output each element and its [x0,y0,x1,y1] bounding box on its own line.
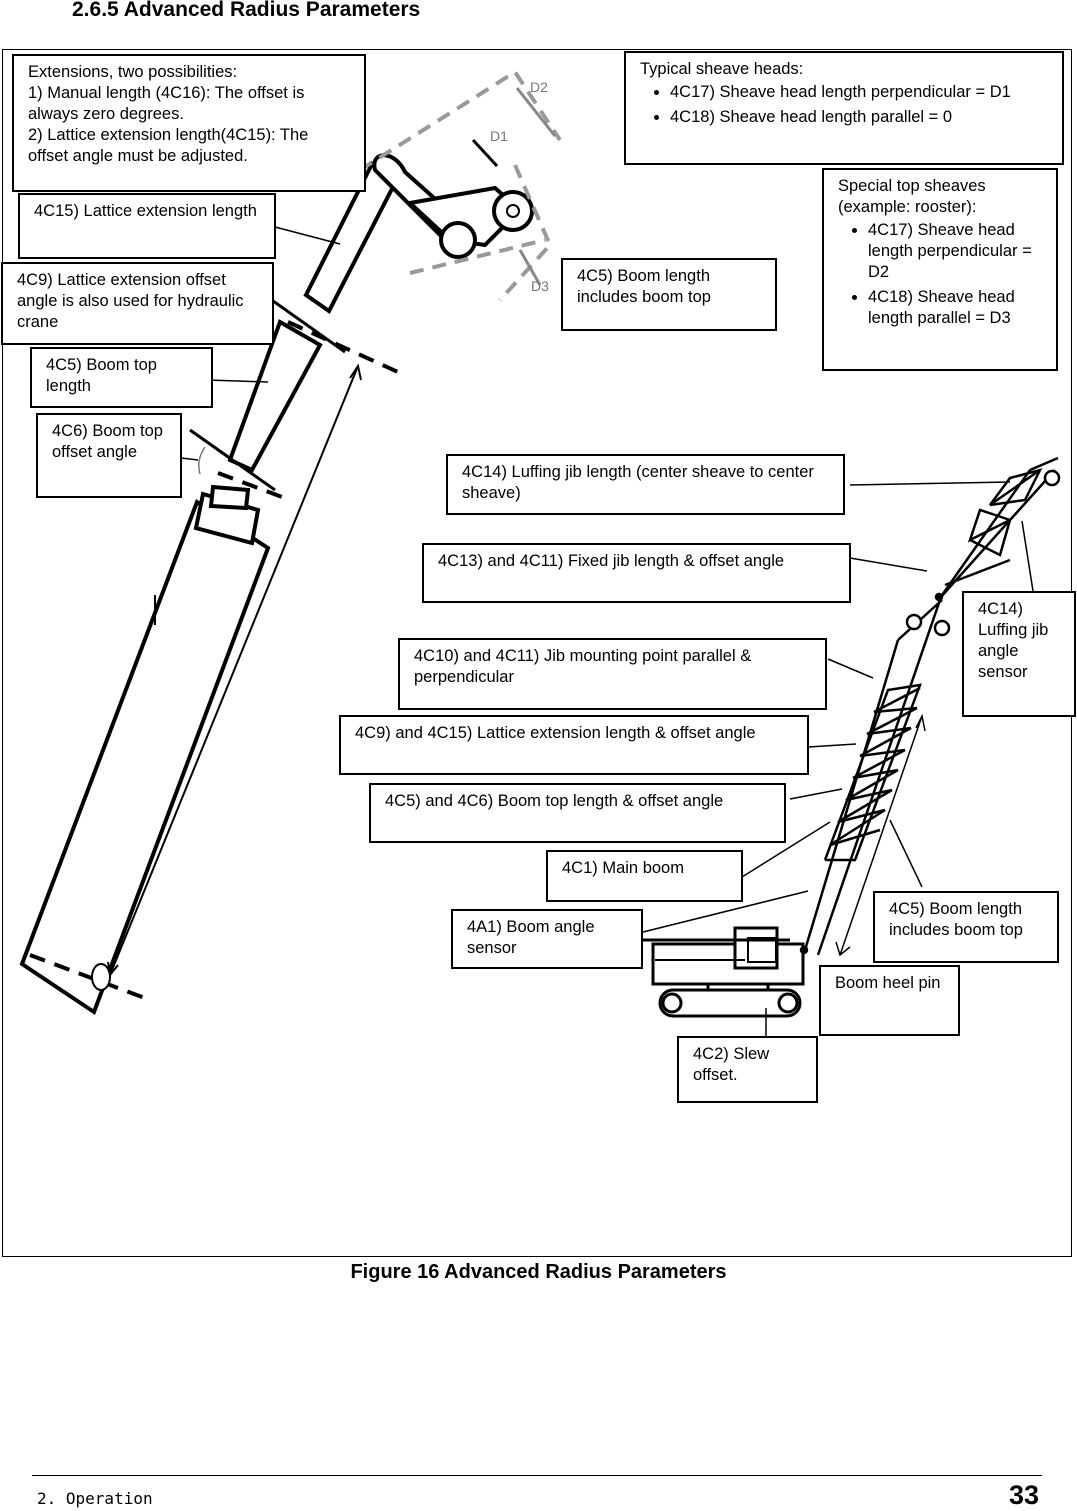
d1-label: D1 [490,128,508,144]
footer-rule [32,1475,1042,1476]
jib-mounting-point-label: 4C10) and 4C11) Jib mounting point parallel & perpendicular [398,638,827,710]
extensions-note [12,54,366,192]
d2-label: D2 [530,79,548,95]
lattice-offset-angle-label: 4C9) Lattice extension offset angle is also used for hydraulic crane [1,262,274,345]
section-heading: 2.6.5 Advanced Radius Parameters [72,0,421,21]
lattice-extension-offset-label: 4C9) and 4C15) Lattice extension length & offset angle [339,715,809,775]
d3-label: D3 [531,278,549,294]
luffing-jib-angle-sensor-label: 4C14) Luffing jib angle sensor [962,591,1076,717]
slew-offset-label: 4C2) Slew offset. [677,1036,818,1103]
crawler-crane-drawing [643,928,803,1016]
dimension-arrows [517,88,555,285]
boom-head-sheaves [374,155,532,257]
boom-top-offset-angle-label: 4C6) Boom top offset angle [36,413,182,498]
lattice-extension-length-label: 4C15) Lattice extension length [18,193,276,259]
special-sheave-item: • 4C17) Sheave head length perpendicular = D2 [868,220,1042,283]
boom-length-includes-top-label: 4C5) Boom length includes boom top [561,258,777,331]
luffing-jib-length-label: 4C14) Luffing jib length (center sheave to center sheave) [446,454,845,515]
boom-angle-sensor-label: 4A1) Boom angle sensor [451,909,643,969]
fixed-jib-label: 4C13) and 4C11) Fixed jib length & offset angle [422,543,851,603]
offset-angle-arc [199,447,205,474]
page-number: 33 [1008,1480,1039,1510]
special-sheave-note [822,168,1058,371]
boom-heel-pin-label: Boom heel pin [819,965,960,1036]
main-boom-label: 4C1) Main boom [546,850,743,902]
extensions-line2: 2) Lattice extension length(4C15): The offset angle must be adjusted. [28,126,309,165]
typical-sheave-item: • 4C18) Sheave head length parallel = 0 [670,107,1048,128]
heel-pin-oval [92,964,110,990]
extensions-title: Extensions, two possibilities: [28,63,238,81]
boom-top-length-offset-label: 4C5) and 4C6) Boom top length & offset angle [369,783,786,843]
typical-sheave-item: • 4C17) Sheave head length perpendicular = D1 [670,82,1048,103]
figure-caption: Figure 16 Advanced Radius Parameters [350,1261,727,1283]
extensions-line1: 1) Manual length (4C16): The offset is always zero degrees. [28,84,305,123]
typical-sheave-note [624,51,1064,165]
special-sheave-title: Special top sheaves (example: rooster): [838,177,986,216]
special-sheave-item: • 4C18) Sheave head length parallel = D3 [868,287,1042,329]
footer-section: 2. Operation [37,1489,153,1508]
boom-length-includes-top-label-2: 4C5) Boom length includes boom top [873,891,1059,963]
typical-sheave-title: Typical sheave heads: [640,60,804,78]
boom-top-length-label: 4C5) Boom top length [30,347,213,408]
